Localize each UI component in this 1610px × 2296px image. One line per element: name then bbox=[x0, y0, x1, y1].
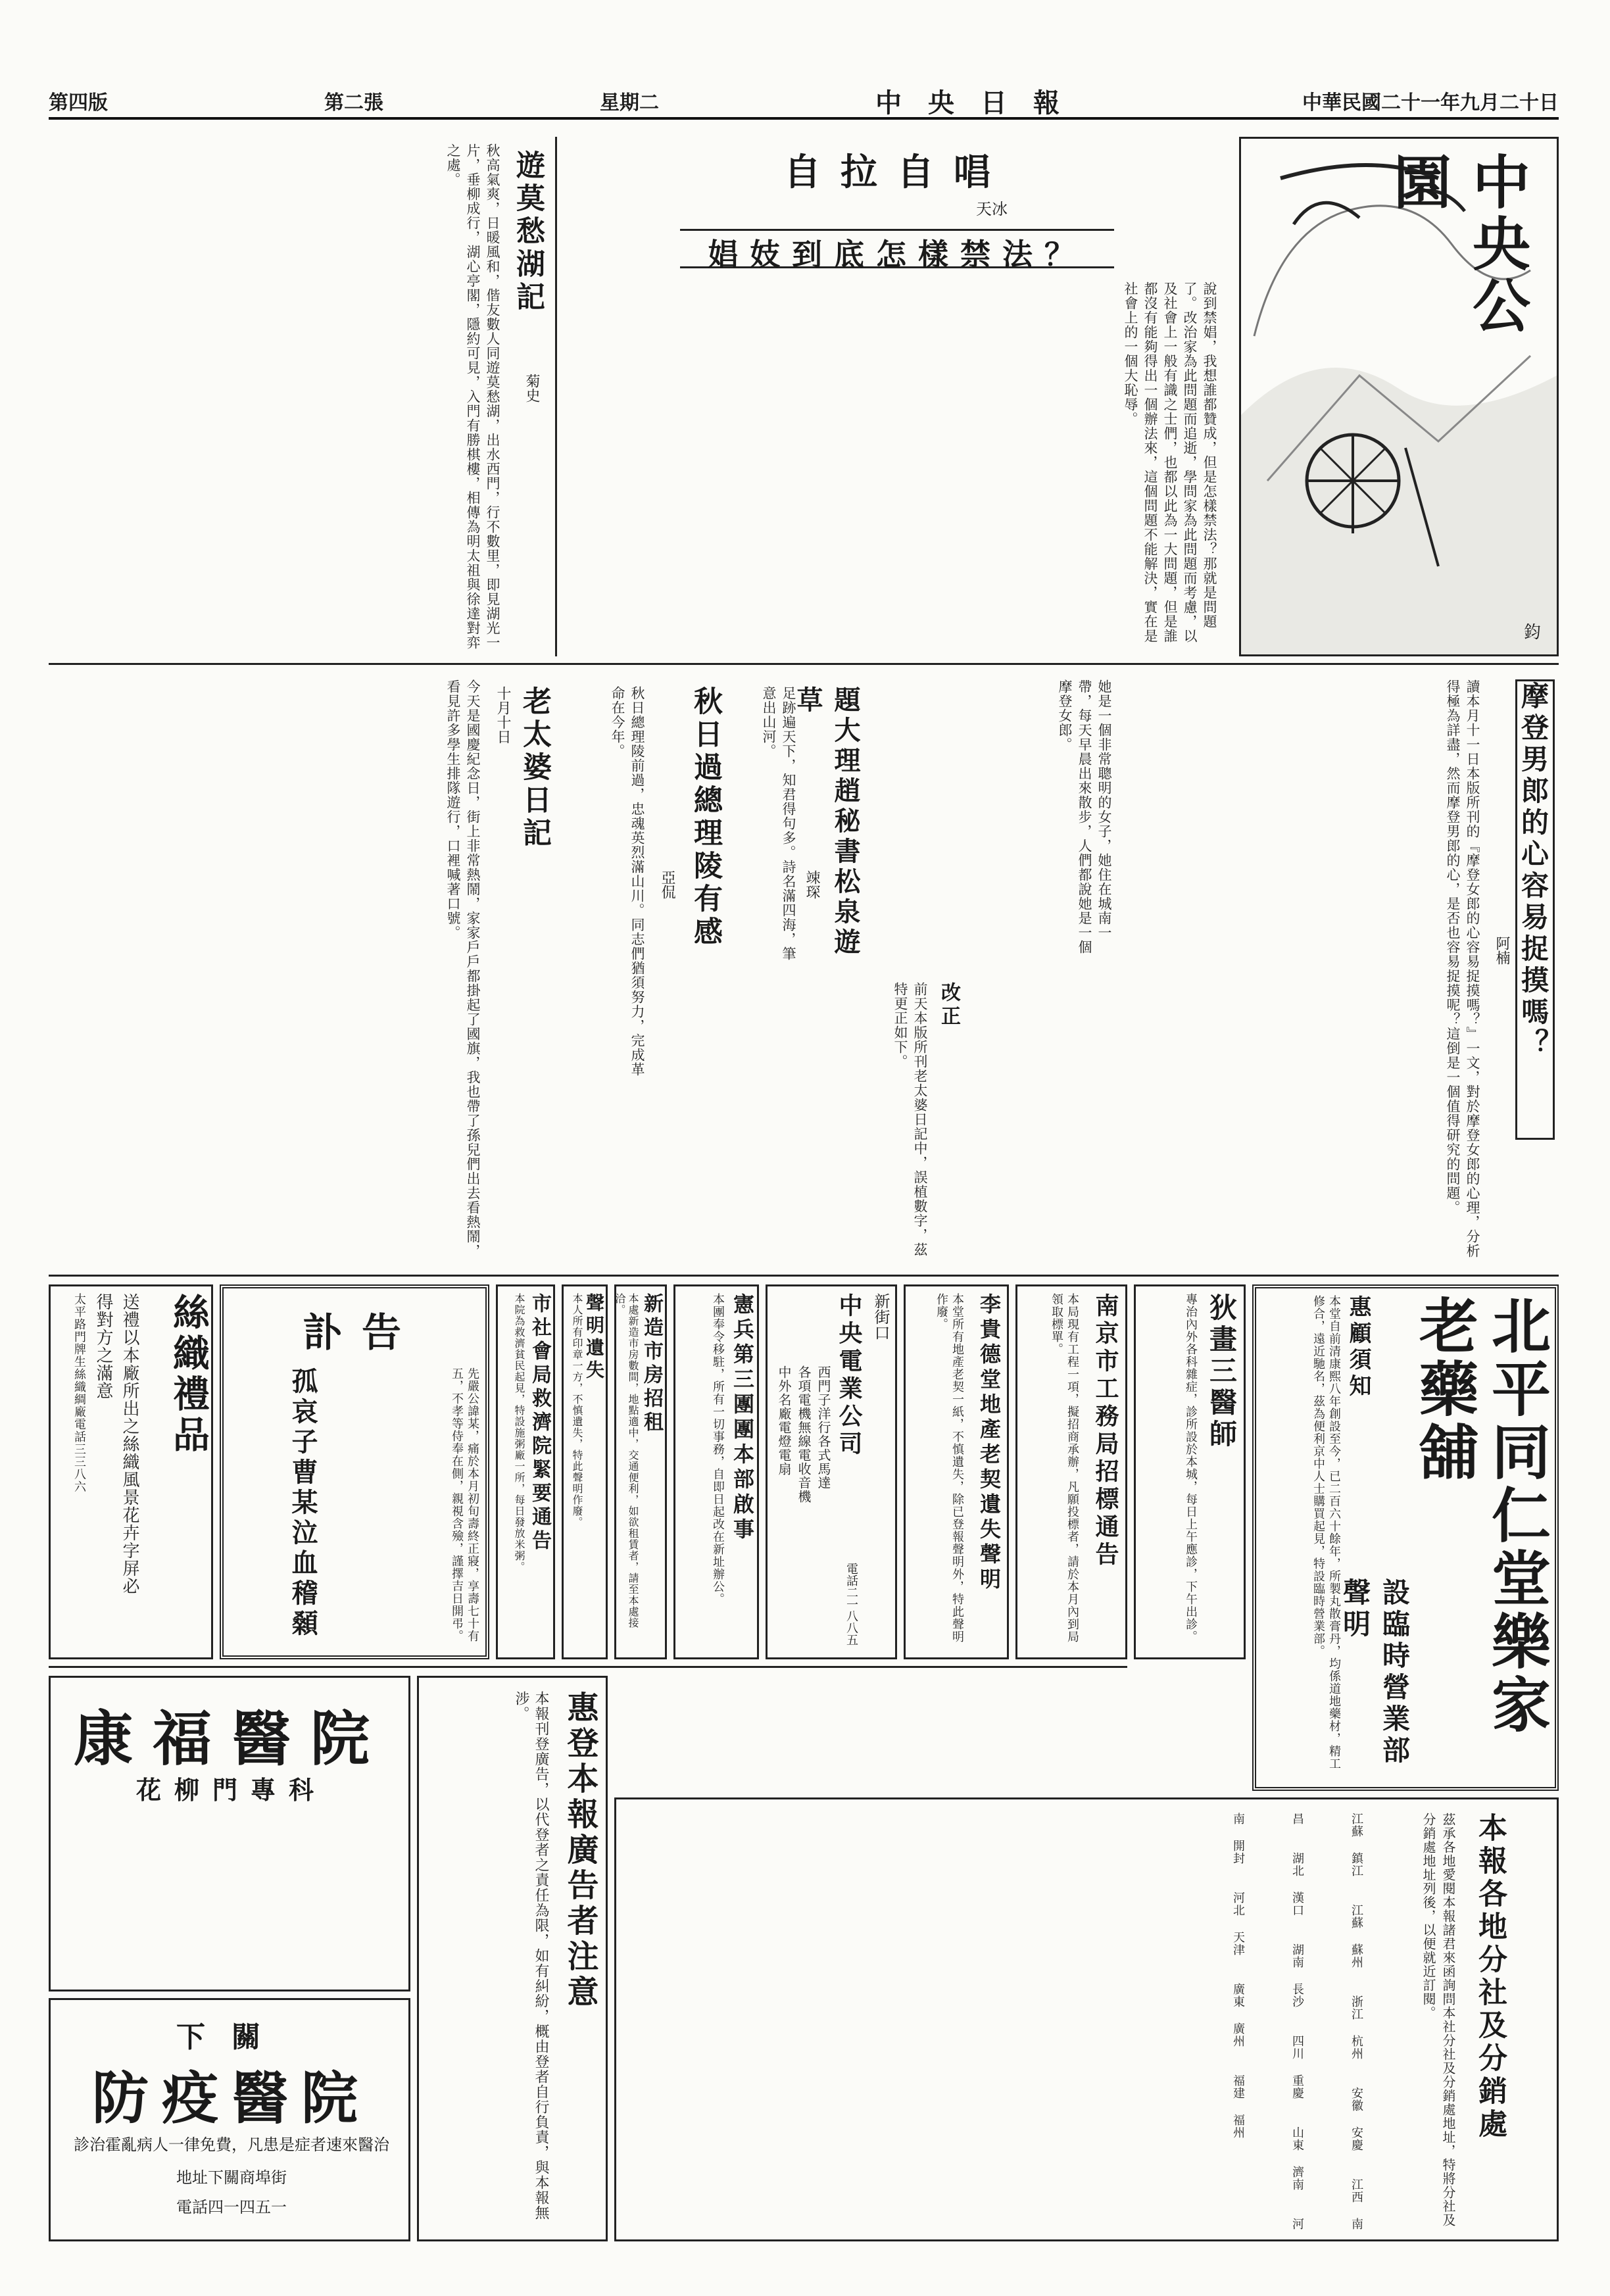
ad-li-deed bbox=[904, 1284, 1009, 1659]
story-body: 她是一個非常聰明的女子，她住在城南一帶，每天早晨出來散步，人們都說她是一個摩登女郎。 bbox=[1057, 679, 1112, 954]
ad-di-doctor bbox=[1134, 1284, 1246, 1659]
ad-zhongyang-electric bbox=[766, 1284, 897, 1659]
shengming-body: 本人所有印章一方，不慎遺失，特此聲明作廢。 bbox=[571, 1293, 583, 1528]
tongren-title: 北平同仁堂樂家老藥舖 bbox=[1409, 1295, 1551, 1737]
fugao-body: 先嚴公諱某，痛於本月初旬壽終正寢，享壽七十有五，不孝等侍奉在側，親視含殮，謹擇吉日開弔。 bbox=[450, 1367, 479, 1642]
fugao-sign: 孤哀子曹某泣血稽顙 bbox=[287, 1367, 318, 1640]
comic-panel bbox=[1239, 137, 1559, 656]
xianbing-body: 本團奉令移駐，所有一切事務，自即日起改在新址辦公。 bbox=[711, 1293, 725, 1605]
ad-shengming bbox=[562, 1284, 608, 1659]
ad-kangfu bbox=[49, 1676, 410, 1991]
diary-old-lady bbox=[49, 673, 555, 1268]
fenxiao-item: 廣東 廣州 bbox=[1231, 1983, 1245, 2047]
shengming-title: 聲明遺失 bbox=[583, 1293, 605, 1382]
li-title: 李貴德堂地產老契遺失聲明 bbox=[977, 1293, 1002, 1593]
fenxiao-item: 河北 天津 bbox=[1231, 1892, 1245, 1956]
di-body: 專治內外各科雜症，診所設於本城，每日上午應診，下午出診。 bbox=[1184, 1293, 1198, 1643]
fenxiao-item: 河南 開封 bbox=[1231, 1813, 1304, 2230]
tongren-notice: 惠顧須知 bbox=[1345, 1295, 1371, 1400]
article-author: 阿楠 bbox=[1494, 936, 1510, 965]
article-body: 讀本月十一日本版所刊的『摩登女郎的心容易捉摸嗎？』一文，對於摩登女郎的心理，分析得極為詳盡，然而摩登男郎的心，是否也容易捉摸呢？這倒是一個值得研究的問題。 bbox=[1445, 679, 1480, 1258]
huideng-body: 本報刊登廣告，以代登者之責任為限，如有糾紛，概由登者自行負責，與本報無涉。 bbox=[513, 1691, 549, 2220]
essay-moulake bbox=[49, 137, 549, 656]
zhongyang-phone: 電話二一八八五 bbox=[844, 1563, 858, 1646]
xianbing-title: 憲兵第三團團本部啟事 bbox=[730, 1293, 755, 1543]
fenxiao-item: 湖北 漢口 bbox=[1290, 1852, 1304, 1917]
poem2-body: 秋日總理陵前過，忠魂英烈滿山川。同志們猶須努力，完成革命在今年。 bbox=[610, 686, 645, 1077]
zhongyang-item-1: 西門子洋行各式馬達 bbox=[816, 1365, 831, 1490]
silk-title: 絲織禮品 bbox=[167, 1293, 210, 1456]
diary-body: 今天是國慶紀念日，街上非常熱鬧，家家戶戶都掛起了國旗，我也帶了孫兒們出去看熱鬧，看見許多學生排隊遊行，口裡喊著口號。 bbox=[445, 679, 481, 1258]
issue-date: 中華民國二十一年九月二十日 bbox=[1302, 91, 1559, 114]
zhongyang-title: 中央電業公司 bbox=[835, 1293, 863, 1459]
xinzao-title: 新造市房招租 bbox=[640, 1293, 663, 1435]
fenxiao-item: 安徽 安慶 bbox=[1350, 2087, 1363, 2151]
zhongyang-tag: 新街口 bbox=[871, 1293, 890, 1340]
essay-author: 菊史 bbox=[524, 374, 540, 403]
issue-sheet: 第二張 bbox=[324, 91, 383, 114]
newspaper-page bbox=[49, 84, 1559, 2241]
ad-obituary bbox=[220, 1284, 489, 1659]
comic-signature: 鈞 bbox=[1524, 623, 1542, 643]
masthead bbox=[49, 84, 1559, 120]
poem2-author: 亞侃 bbox=[659, 870, 675, 899]
kangfu-sub: 花柳門專科 bbox=[135, 1775, 327, 1805]
issue-page: 第四版 bbox=[49, 91, 108, 114]
huideng-title: 惠登本報廣告者注意 bbox=[562, 1691, 598, 2011]
tongren-body: 本堂自前清康熙八年創設至今，已二百六十餘年，所製丸散膏丹，均係道地藥材，精工修合，遠近馳名，茲為便利京中人士購買起見，特設臨時營業部。 bbox=[1311, 1295, 1341, 1770]
shizheng-body: 本院為救濟貧民起見，特設施粥廠一所，每日發放米粥。 bbox=[513, 1293, 525, 1573]
correction-body: 前天本版所刊老太婆日記中，誤植數字，茲特更正如下。 bbox=[892, 982, 928, 1257]
fenxiao-body: 茲承各地愛閱本報諸君來函詢問本社分社及分銷處地址，特將分社及分銷處地址列後，以便就近訂閱。 bbox=[1421, 1813, 1456, 2227]
fangyi-phone: 電話四一四五一 bbox=[176, 2198, 287, 2216]
fenxiao-item: 四川 重慶 bbox=[1290, 2035, 1304, 2099]
issue-weekday: 星期二 bbox=[600, 91, 659, 114]
comic-caption: 中央公園 bbox=[1384, 152, 1532, 337]
ad-tongrentang bbox=[1252, 1284, 1559, 1791]
paper-name: 中央日報 bbox=[875, 87, 1086, 118]
essay-body: 秋高氣爽，日暖風和，偕友數人同遊莫愁湖，出水西門，行不數里，即見湖光一片，垂柳成行，湖心亭閣，隱約可見，入門有勝棋樓，相傳為明太祖與徐達對弈之處。 bbox=[445, 143, 500, 650]
fenxiao-item: 湖南 長沙 bbox=[1290, 1943, 1304, 2008]
article-modern-man bbox=[1121, 673, 1559, 1268]
fangyi-body: 診治霍亂病人一律免費，凡患是症者速來醫治 bbox=[74, 2136, 389, 2154]
silk-address: 太平路門牌生絲織綢廠電話三三八六 bbox=[72, 1293, 86, 1493]
column-body: 說到禁娼，我想誰都贊成，但是怎樣禁法？那就是問題了。改治家為此問題而追逝，學問家為此問題而考慮，以及社會上一般有識之士們，也都以此為一大問題，但是誰都沒有能夠得出一個辦法來，這個問題不能解決，實在是社會上的一個大恥辱。 bbox=[1123, 281, 1217, 643]
fugao-title: 訃告 bbox=[303, 1310, 421, 1356]
ad-fenxiao bbox=[614, 1797, 1559, 2241]
fangyi-sub: 下關 bbox=[176, 2020, 287, 2054]
ad-xianbing bbox=[673, 1284, 759, 1659]
fenxiao-item: 福建 福州 bbox=[1231, 2074, 1245, 2139]
poem2-title: 秋日過總理陵有感 bbox=[689, 686, 722, 949]
diary-date: 十月十日 bbox=[495, 686, 511, 744]
nanjing-body: 本局現有工程一項，擬招商承辦，凡願投標者，請於本月內到局領取標單。 bbox=[1050, 1293, 1079, 1643]
essay-title: 遊莫愁湖記 bbox=[511, 150, 545, 314]
fenxiao-item: 浙江 杭州 bbox=[1350, 1995, 1363, 2060]
silk-body: 送禮以本廠所出之絲織風景花卉字屏必得對方之滿意 bbox=[93, 1293, 139, 1595]
tongren-side: 設臨時營業部聲明 bbox=[1339, 1578, 1411, 1767]
column-headline: 娼妓到底怎樣禁法？ bbox=[680, 229, 1114, 268]
ad-silk bbox=[49, 1284, 213, 1659]
fangyi-title: 防疫醫院 bbox=[92, 2065, 371, 2132]
poem1-author: 竦琛 bbox=[804, 870, 820, 899]
ad-fangyi bbox=[49, 1998, 410, 2241]
fenxiao-item: 江西 南昌 bbox=[1290, 1813, 1363, 2230]
di-title: 狄畫三醫師 bbox=[1206, 1293, 1238, 1451]
xinzao-body: 本處新造市房數間，地點適中，交通便利，如欲租賃者，請至本處接洽。 bbox=[614, 1293, 639, 1628]
fangyi-address: 地址下關商埠街 bbox=[176, 2168, 287, 2187]
nanjing-title: 南京市工務局招標通告 bbox=[1092, 1293, 1119, 1569]
ad-xinzao bbox=[614, 1284, 667, 1659]
zhongyang-item-2: 各項電機無線電收音機 bbox=[796, 1365, 812, 1503]
correction-title: 改正 bbox=[937, 982, 960, 1029]
poems-section bbox=[562, 673, 1114, 1268]
li-body: 本堂所有地產老契一紙，不慎遺失，除已登報聲明外，特此聲明作廢。 bbox=[935, 1293, 964, 1643]
ad-nanjing-works bbox=[1015, 1284, 1127, 1659]
shizheng-title: 市社會局救濟院緊要通告 bbox=[528, 1293, 551, 1553]
column-author: 天冰 bbox=[976, 200, 1008, 218]
column-ziluzichang bbox=[562, 137, 1226, 656]
diary-title: 老太婆日記 bbox=[518, 686, 551, 850]
fenxiao-item: 山東 濟南 bbox=[1290, 2126, 1304, 2191]
ad-shizheng bbox=[496, 1284, 555, 1659]
article-title: 摩登男郎的心容易捉摸嗎？ bbox=[1515, 679, 1555, 1140]
ad-huideng bbox=[417, 1676, 608, 2241]
fenxiao-item: 江蘇 鎮江 bbox=[1350, 1813, 1363, 1877]
fenxiao-list bbox=[623, 1813, 1386, 2234]
kangfu-title: 康福醫院 bbox=[74, 1704, 389, 1774]
zhongyang-item-3: 中外名廠電燈電扇 bbox=[776, 1365, 792, 1476]
poem1-title: 題大理趙秘書松泉遊草 bbox=[793, 686, 861, 958]
poem1-body: 足跡遍天下，知君得句多。詩名滿四海，筆意出山河。 bbox=[761, 686, 796, 961]
column-title: 自拉自唱 bbox=[784, 151, 1010, 194]
fenxiao-item: 江蘇 蘇州 bbox=[1350, 1904, 1363, 1968]
fenxiao-title: 本報各地分社及分銷處 bbox=[1473, 1813, 1507, 2141]
